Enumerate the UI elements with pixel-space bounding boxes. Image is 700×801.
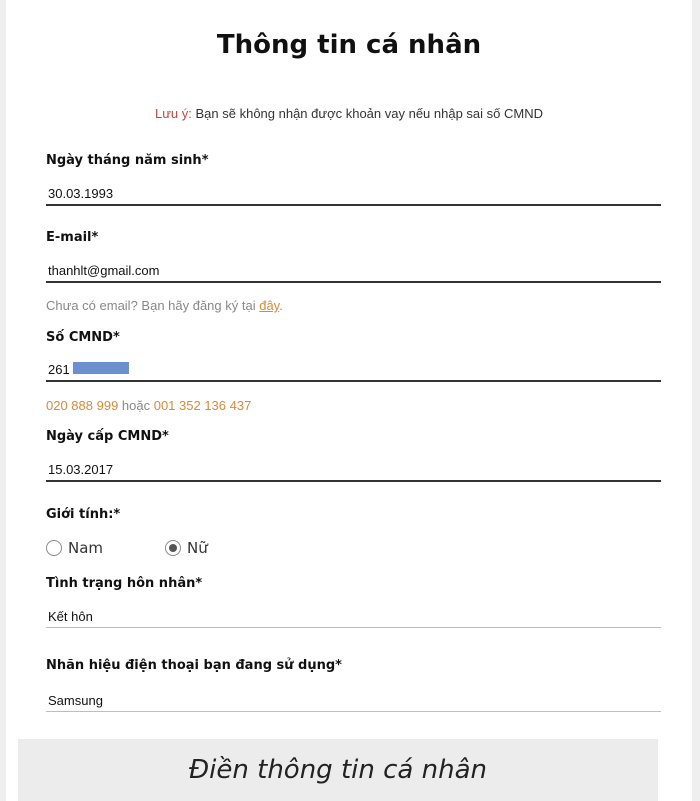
dob-value: 30.03.1993 [48,186,114,201]
redaction-mask [73,362,129,374]
dob-field[interactable] [46,182,661,206]
hotline-secondary: 001 352 136 437 [153,398,252,413]
right-margin [692,0,700,801]
email-hint [46,298,283,313]
id-issue-date-value: 15.03.2017 [48,462,114,477]
hotline-primary: 020 888 999 [46,398,119,413]
marital-status-label: Tình trạng hôn nhân* [46,576,203,591]
email-hint-text: Chưa có email? Bạn hãy đăng ký tại [46,298,260,313]
caption-banner: Điền thông tin cá nhân [18,739,658,801]
phone-brand-select[interactable] [46,688,661,712]
id-issue-date-label: Ngày cấp CMND* [46,429,169,444]
email-field[interactable] [46,259,661,283]
gender-option-nam[interactable] [46,539,103,557]
gender-option-label: Nam [68,539,104,557]
id-number-value: 261 [48,362,70,377]
hotline-separator: hoặc [118,398,154,413]
radio-dot [169,544,177,552]
phone-brand-value: Samsung [48,693,103,708]
id-issue-date-field[interactable] [46,458,661,482]
warning-note [6,106,692,121]
radio-checked-icon [165,540,181,556]
gender-label: Giới tính:* [46,507,121,522]
id-number-field[interactable] [46,358,661,382]
warning-text: Bạn sẽ không nhận được khoản vay nếu nhập sai số CMND [191,106,543,121]
form-panel [6,0,692,801]
gender-option-label: Nữ [187,539,208,557]
id-number-label: Số CMND* [46,330,120,345]
radio-unchecked-icon [46,540,62,556]
gender-option-nu[interactable] [165,539,208,557]
register-link[interactable]: đây [259,298,280,313]
email-label: E-mail* [46,230,99,245]
warning-prefix: Lưu ý: [155,106,192,121]
marital-status-select[interactable] [46,604,661,628]
marital-status-value: Kết hôn [48,609,93,624]
phone-brand-label: Nhãn hiệu điện thoại bạn đang sử dụng* [46,658,342,673]
hotline-text [46,398,251,413]
page-title: Thông tin cá nhân [216,30,482,60]
email-value: thanhlt@gmail.com [48,263,160,278]
email-hint-end: . [279,298,283,313]
dob-label: Ngày tháng năm sinh* [46,153,209,168]
